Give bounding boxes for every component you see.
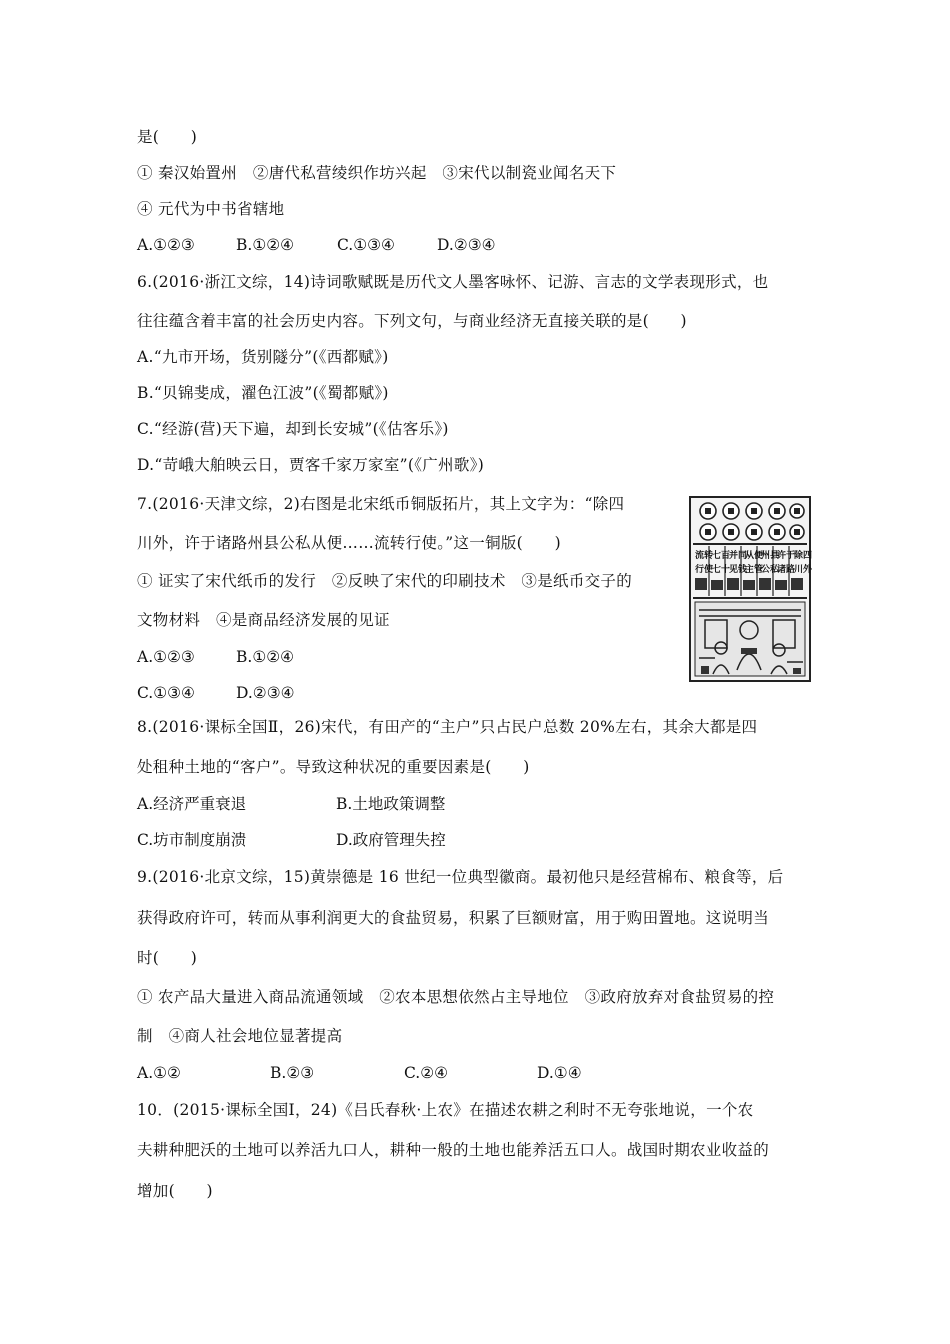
q8-stem-1: 8.(2016·课标全国Ⅱ，26)宋代，有田产的“主户”只占民户总数 20%左右，其余大都是四 bbox=[137, 718, 758, 736]
q10-stem-2: 夫耕种肥沃的土地可以养活九口人，耕种一般的土地也能养活五口人。战国时期农业收益的 bbox=[137, 1141, 770, 1159]
q8-option-c: C.坊市制度崩溃 bbox=[137, 831, 247, 849]
svg-text:主管: 主管 bbox=[745, 565, 764, 575]
banknote-col-1: 除四 bbox=[794, 551, 813, 561]
q7-option-d: D.②③④ bbox=[236, 684, 295, 702]
q9-option-d: D.①④ bbox=[537, 1064, 582, 1082]
svg-text:公私: 公私 bbox=[761, 565, 780, 575]
q7-option-a: A.①②③ bbox=[137, 648, 195, 666]
q10-stem-3: 增加( ) bbox=[137, 1182, 213, 1200]
q9-statements-1: ① 农产品大量进入商品流通领域 ②农本思想依然占主导地位 ③政府放弃对食盐贸易的控 bbox=[137, 988, 775, 1006]
svg-text:许于: 许于 bbox=[777, 551, 796, 561]
q9-option-a: A.①② bbox=[137, 1064, 181, 1082]
svg-text:川外: 川外 bbox=[794, 565, 813, 575]
q9-stem-3: 时( ) bbox=[137, 949, 198, 967]
q5-option-b: B.①②④ bbox=[236, 236, 295, 254]
q7-option-c: C.①③④ bbox=[137, 684, 195, 702]
q5-statements-1: ① 秦汉始置州 ②唐代私营绫织作坊兴起 ③宋代以制瓷业闻名天下 bbox=[137, 164, 617, 182]
q9-statements-2: 制 ④商人社会地位显著提高 bbox=[137, 1027, 343, 1045]
q6-stem-1: 6.(2016·浙江文综，14)诗词歌赋既是历代文人墨客咏怀、记游、言志的文学表现形式，也 bbox=[137, 273, 769, 291]
q6-option-b: B.“贝锦斐成，濯色江波”(《蜀都赋》) bbox=[137, 384, 389, 402]
song-banknote-rubbing-image bbox=[689, 496, 811, 682]
q7-stem-1: 7.(2016·天津文综，2)右图是北宋纸币铜版拓片，其上文字为：“除四 bbox=[137, 495, 625, 513]
q5-stem-end: 是( ) bbox=[137, 128, 198, 146]
svg-text:并同: 并同 bbox=[729, 551, 748, 561]
q9-option-b: B.②③ bbox=[270, 1064, 315, 1082]
svg-text:州县: 州县 bbox=[761, 551, 780, 561]
svg-text:流转: 流转 bbox=[695, 551, 714, 561]
q8-option-d: D.政府管理失控 bbox=[336, 831, 446, 849]
q8-stem-2: 处租种土地的“客户”。导致这种状况的重要因素是( ) bbox=[137, 758, 530, 776]
q6-option-d: D.“苛峨大舶映云日，贾客千家万家室”(《广州歌》) bbox=[137, 456, 485, 474]
q9-stem-2: 获得政府许可，转而从事利润更大的食盐贸易，积累了巨额财富，用于购田置地。这说明当 bbox=[137, 909, 770, 927]
q5-statements-2: ④ 元代为中书省辖地 bbox=[137, 200, 285, 218]
q6-option-a: A.“九市开场，货别隧分”(《西都赋》) bbox=[137, 348, 389, 366]
q5-option-a: A.①②③ bbox=[137, 236, 195, 254]
q6-stem-2: 往往蕴含着丰富的社会历史内容。下列文句，与商业经济无直接关联的是( ) bbox=[137, 312, 687, 330]
svg-text:从便: 从便 bbox=[745, 551, 764, 561]
svg-text:见钱: 见钱 bbox=[729, 565, 748, 575]
svg-text:七十: 七十 bbox=[712, 565, 731, 575]
q7-statements-2: 文物材料 ④是商品经济发展的见证 bbox=[137, 611, 390, 629]
q10-stem-1: 10．(2015·课标全国Ⅰ，24)《吕氏春秋·上农》在描述农耕之利时不无夸张地说，一个农 bbox=[137, 1101, 754, 1119]
q8-option-a: A.经济严重衰退 bbox=[137, 795, 247, 813]
q5-option-d: D.②③④ bbox=[437, 236, 496, 254]
q7-option-b: B.①②④ bbox=[236, 648, 295, 666]
q9-stem-1: 9.(2016·北京文综，15)黄崇德是 16 世纪一位典型徽商。最初他只是经营棉布、粮食等，后 bbox=[137, 868, 784, 886]
q8-option-b: B.土地政策调整 bbox=[336, 795, 446, 813]
q7-stem-2: 川外，许于诸路州县公私从便……流转行使。”这一铜版( ) bbox=[137, 534, 561, 552]
svg-text:诸路: 诸路 bbox=[777, 565, 796, 575]
q7-statements-1: ① 证实了宋代纸币的发行 ②反映了宋代的印刷技术 ③是纸币交子的 bbox=[137, 572, 633, 590]
svg-text:行使: 行使 bbox=[695, 565, 714, 575]
svg-text:七百: 七百 bbox=[712, 551, 731, 561]
q5-option-c: C.①③④ bbox=[337, 236, 395, 254]
q9-option-c: C.②④ bbox=[404, 1064, 449, 1082]
q6-option-c: C.“经游(营)天下遍，却到长安城”(《估客乐》) bbox=[137, 420, 449, 438]
